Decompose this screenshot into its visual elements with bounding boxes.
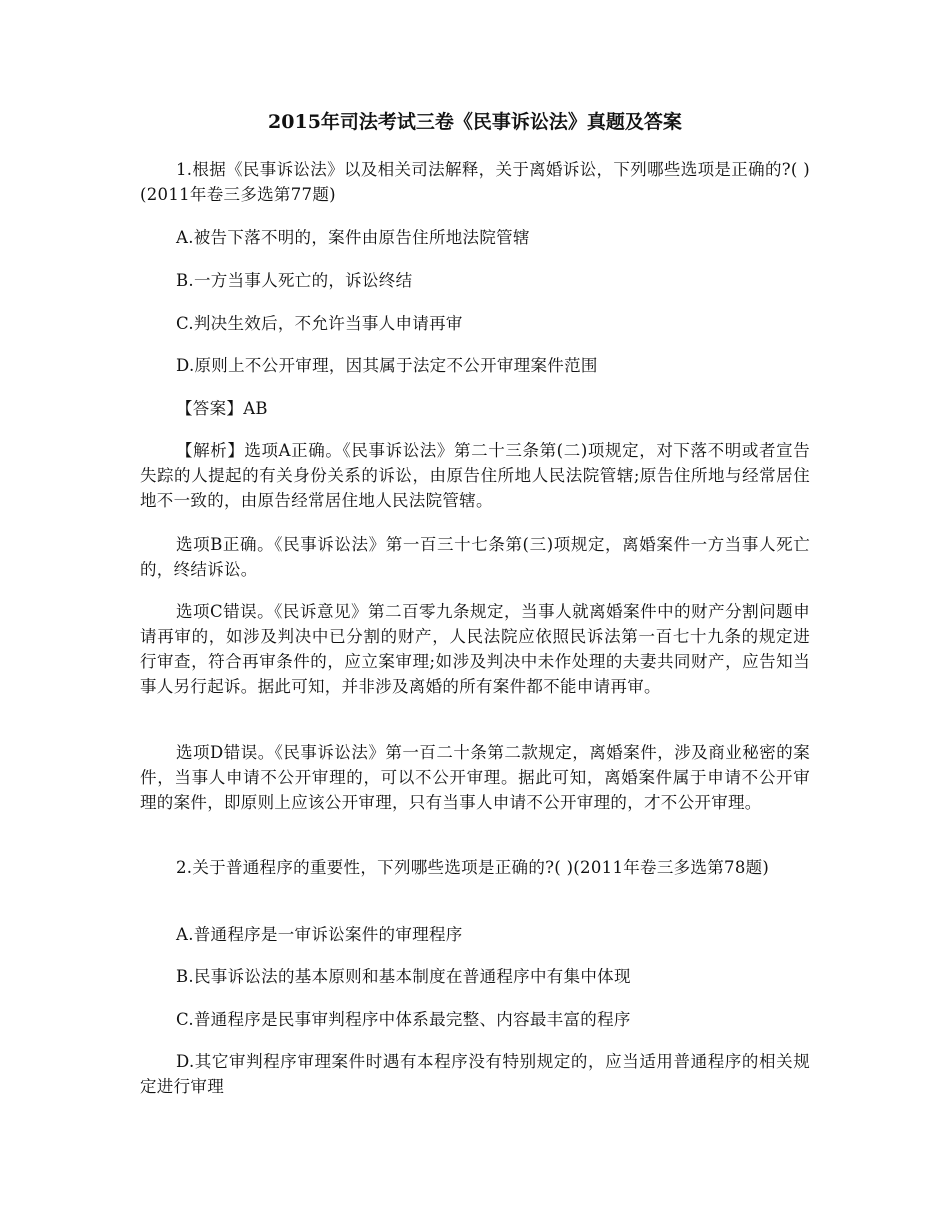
analysis-option-c: 选项C错误。《民诉意见》第二百零九条规定，当事人就离婚案件中的财产分割问题申请再审的，如涉及判决中已分割的财产，人民法院应依照民诉法第一百七十九条的规定进行审查，符合再审条件的，应立案审理;如涉及判决中未作处理的夫妻共同财产，应告知当事人另行起诉。据此可知，并非涉及离婚的所有案件都不能申请再审。 xyxy=(140,602,810,696)
question-2-option-a: A.普通程序是一审诉讼案件的审理程序 xyxy=(176,925,463,944)
document-title: 2015年司法考试三卷《民事诉讼法》真题及答案 xyxy=(268,111,682,133)
question-1-option-d: D.原则上不公开审理，因其属于法定不公开审理案件范围 xyxy=(176,356,598,375)
analysis-option-d: 选项D错误。《民事诉讼法》第一百二十条第二款规定，离婚案件，涉及商业秘密的案件，当事人申请不公开审理的，可以不公开审理。据此可知，离婚案件属于申请不公开审理的案件，即原则上应该公开审理，只有当事人申请不公开审理的，才不公开审理。 xyxy=(140,743,810,812)
question-1-option-a: A.被告下落不明的，案件由原告住所地法院管辖 xyxy=(176,228,530,247)
analysis-option-b: 选项B正确。《民事诉讼法》第一百三十七条第(三)项规定，离婚案件一方当事人死亡的，终结诉讼。 xyxy=(140,535,810,579)
question-2-option-c: C.普通程序是民事审判程序中体系最完整、内容最丰富的程序 xyxy=(176,1010,631,1029)
question-2-option-b: B.民事诉讼法的基本原则和基本制度在普通程序中有集中体现 xyxy=(176,967,631,986)
question-1-option-c: C.判决生效后，不允许当事人申请再审 xyxy=(176,314,463,333)
question-1-option-b: B.一方当事人死亡的，诉讼终结 xyxy=(176,271,413,290)
question-2-stem: 2.关于普通程序的重要性，下列哪些选项是正确的?( )(2011年卷三多选第78题) xyxy=(176,858,770,877)
question-1-answer: 【答案】AB xyxy=(176,399,268,418)
question-1-stem: 1.根据《民事诉讼法》以及相关司法解释，关于离婚诉讼，下列哪些选项是正确的?( )(2011年卷三多选第77题) xyxy=(140,160,810,204)
question-1-analysis: 【解析】选项A正确。《民事诉讼法》第二十三条第(二)项规定，对下落不明或者宣告失踪的人提起的有关身份关系的诉讼，由原告住所地人民法院管辖;原告住所地与经常居住地不一致的，由原告经常居住地人民法院管辖。 xyxy=(140,441,810,510)
question-2-option-d: D.其它审判程序审理案件时遇有本程序没有特别规定的，应当适用普通程序的相关规定进行审理 xyxy=(140,1052,810,1096)
